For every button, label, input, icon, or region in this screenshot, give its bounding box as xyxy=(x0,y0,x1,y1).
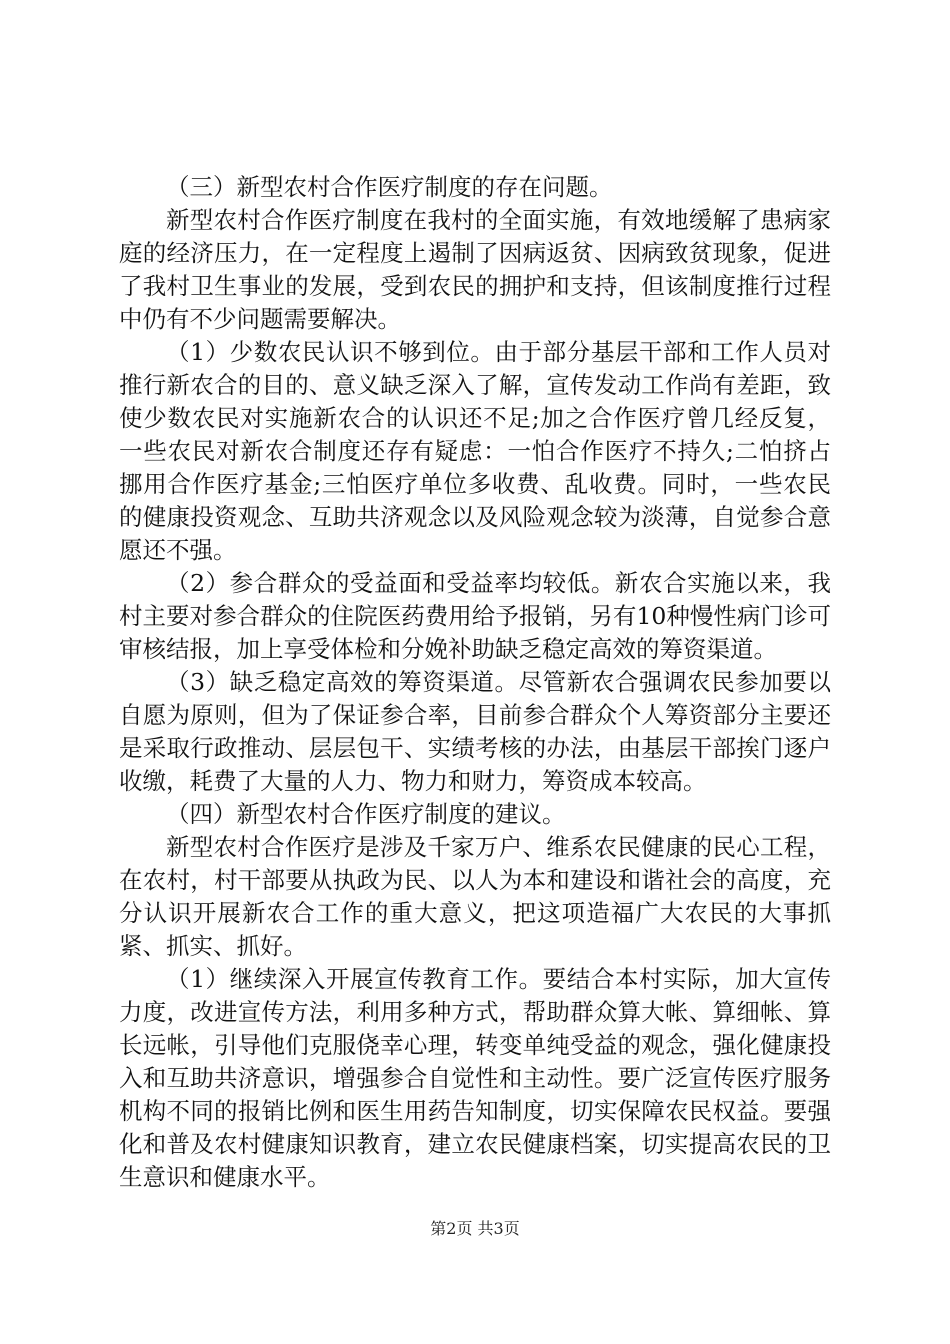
body-paragraph: （1）少数农民认识不够到位。由于部分基层干部和工作人员对推行新农合的目的、意义缺乏深入了解，宣传发动工作尚有差距，致使少数农民对实施新农合的认识还不足;加之合作医疗曾几经反复，一些农民对新农合制度还存有疑虑：一怕合作医疗不持久;二怕挤占挪用合作医疗基金;三怕医疗单位多收费、乱收费。同时，一些农民的健康投资观念、互助共济观念以及风险观念较为淡薄，自觉参合意愿还不强。 xyxy=(119,338,831,564)
section-heading-problems: （三）新型农村合作医疗制度的存在问题。 xyxy=(166,173,613,201)
section-heading-suggestions: （四）新型农村合作医疗制度的建议。 xyxy=(166,800,566,828)
body-paragraph: （1）继续深入开展宣传教育工作。要结合本村实际，加大宣传力度，改进宣传方法，利用多种方式，帮助群众算大帐、算细帐、算长远帐，引导他们克服侥幸心理，转变单纯受益的观念，强化健康投入和互助共济意识，增强参合自觉性和主动性。要广泛宣传医疗服务机构不同的报销比例和医生用药告知制度，切实保障农民权益。要强化和普及农村健康知识教育，建立农民健康档案，切实提高农民的卫生意识和健康水平。 xyxy=(119,965,831,1191)
body-paragraph: （2）参合群众的受益面和受益率均较低。新农合实施以来，我村主要对参合群众的住院医药费用给予报销，另有10种慢性病门诊可审核结报，加上享受体检和分娩补助缺乏稳定高效的筹资渠道。 xyxy=(119,569,831,663)
page-number-footer: 第2页 共3页 xyxy=(430,1219,520,1238)
body-paragraph: 新型农村合作医疗是涉及千家万户、维系农民健康的民心工程，在农村，村干部要从执政为民、以人为本和建设和谐社会的高度，充分认识开展新农合工作的重大意义，把这项造福广大农民的大事抓紧、抓实、抓好。 xyxy=(119,833,831,960)
document-body xyxy=(119,171,831,1194)
body-paragraph: 新型农村合作医疗制度在我村的全面实施，有效地缓解了患病家庭的经济压力，在一定程度上遏制了因病返贫、因病致贫现象，促进了我村卫生事业的发展，受到农民的拥护和支持，但该制度推行过程中仍有不少问题需要解决。 xyxy=(119,206,831,333)
body-paragraph: （3）缺乏稳定高效的筹资渠道。尽管新农合强调农民参加要以自愿为原则，但为了保证参合率，目前参合群众个人筹资部分主要还是采取行政推动、层层包干、实绩考核的办法，由基层干部挨门逐户收缴，耗费了大量的人力、物力和财力，筹资成本较高。 xyxy=(119,668,831,795)
